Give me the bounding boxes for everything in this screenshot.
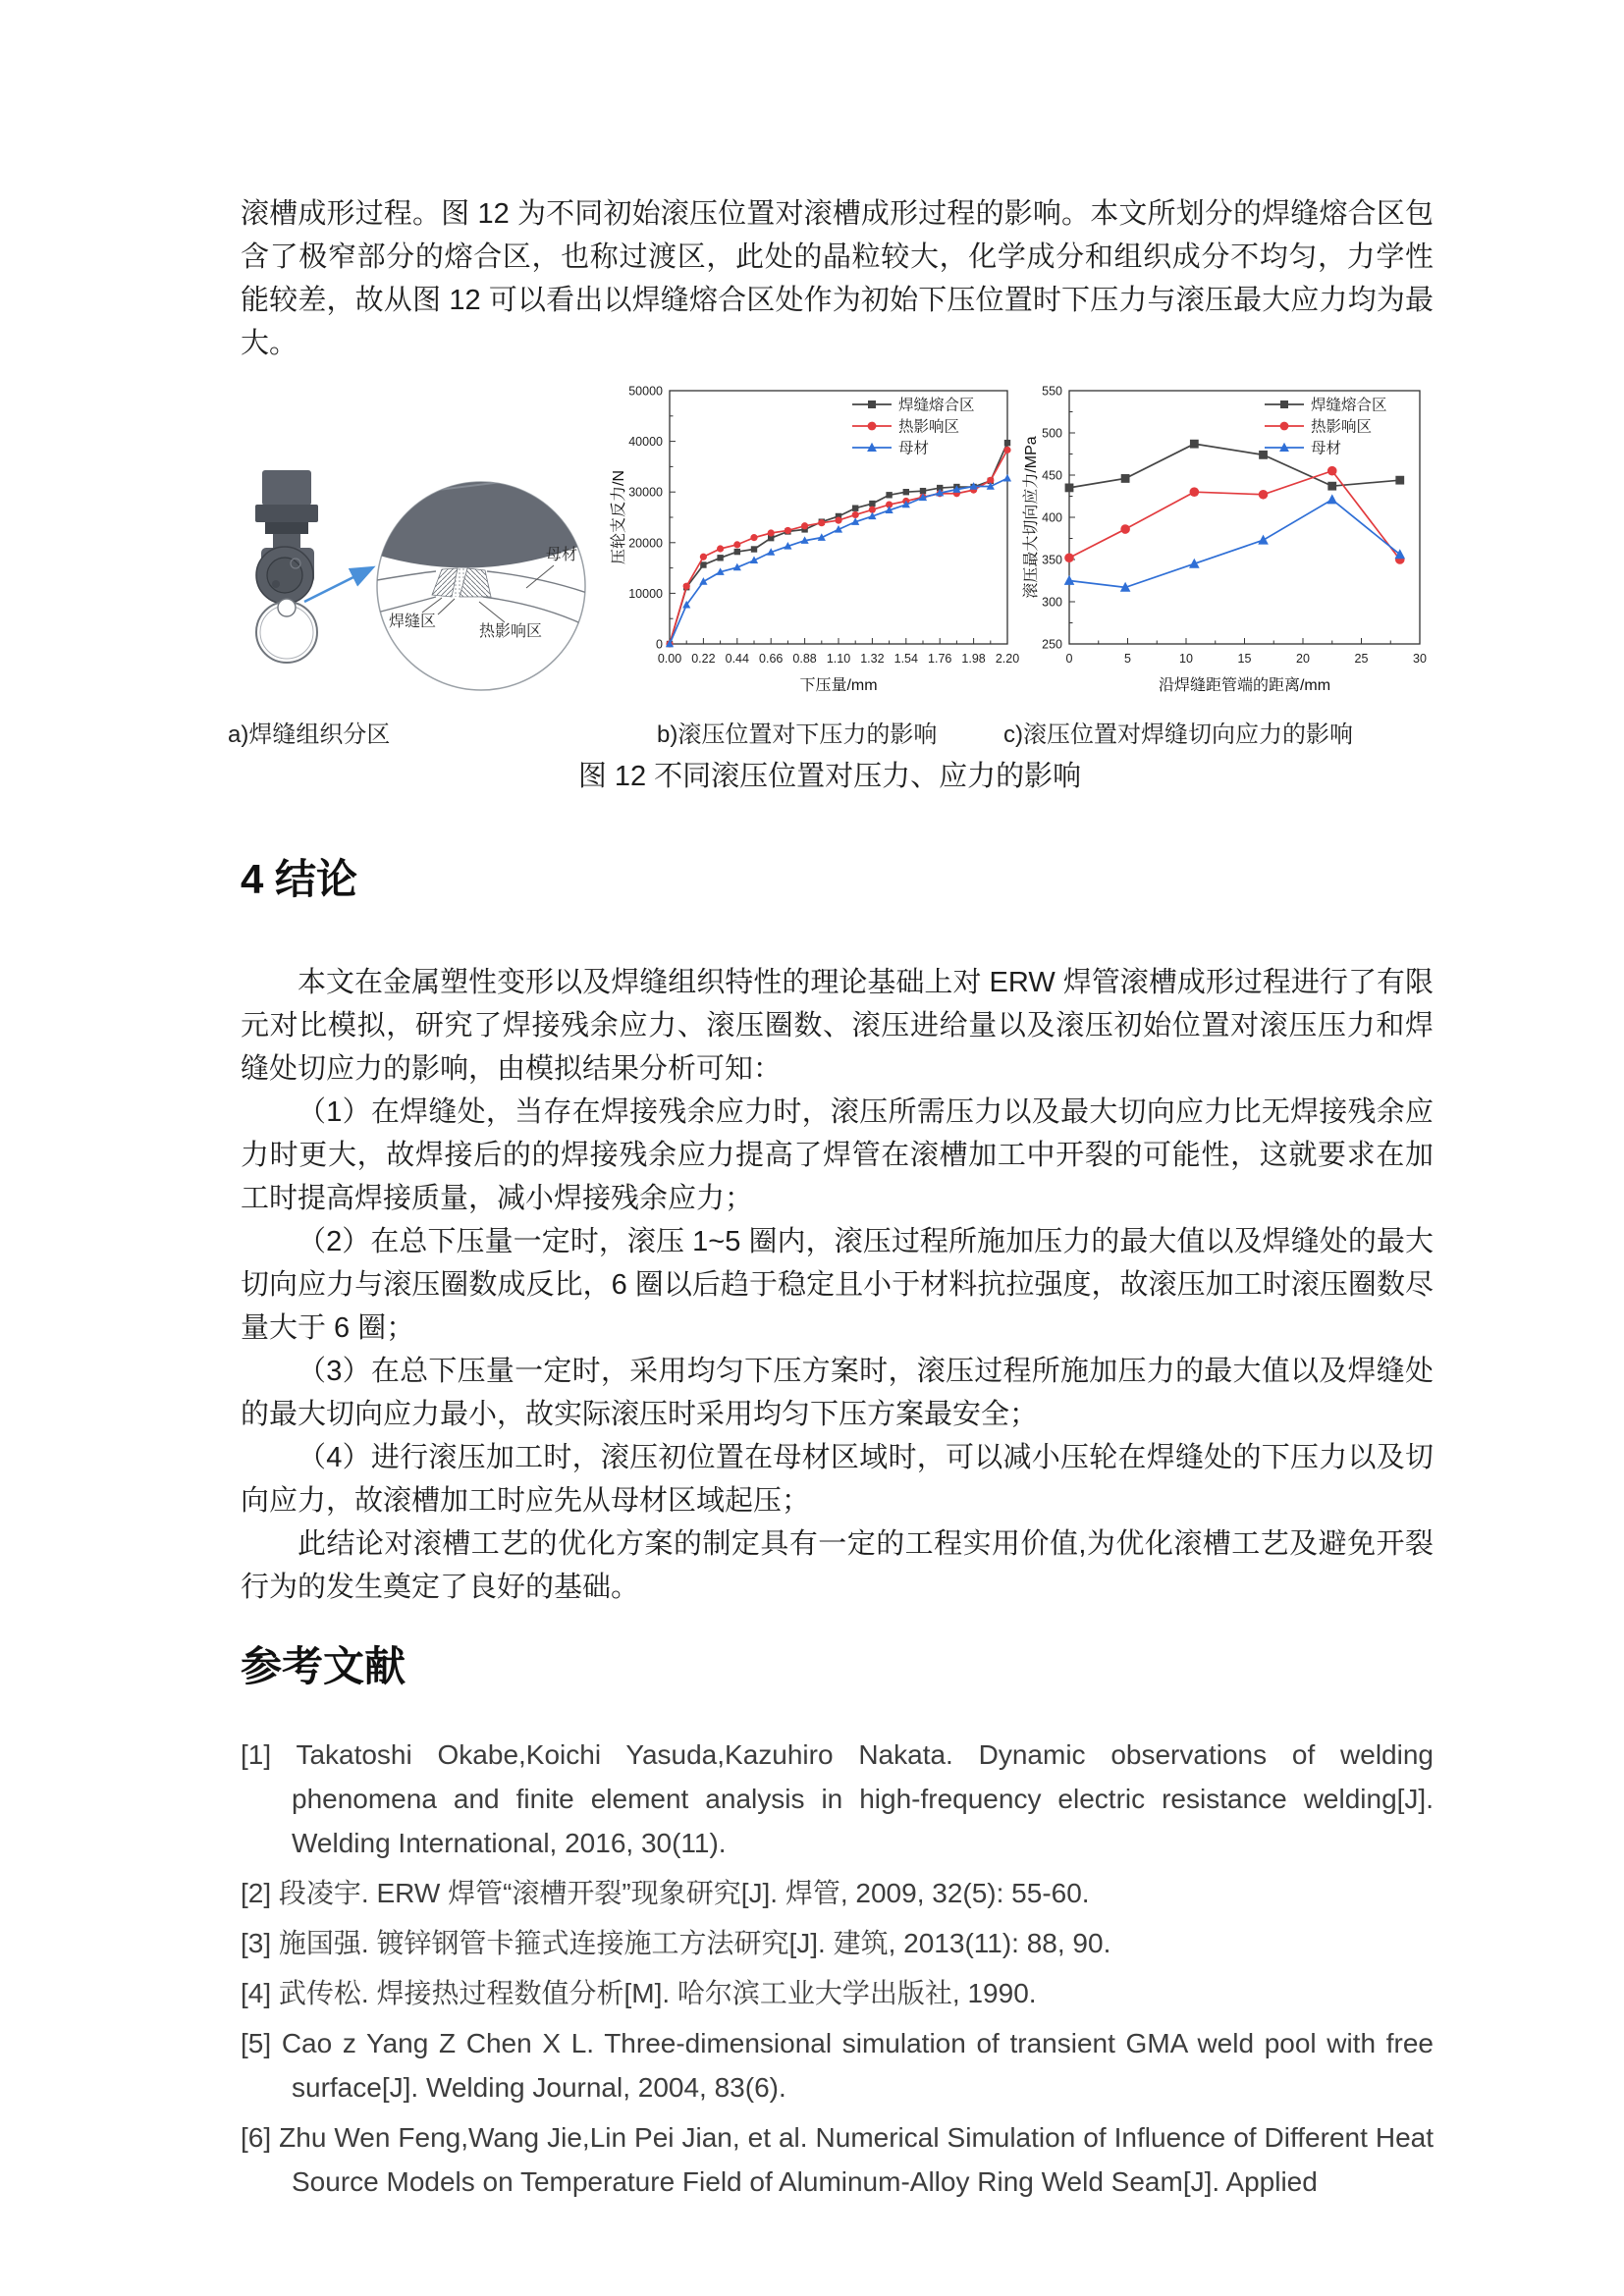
figure-12 bbox=[226, 379, 1434, 794]
caption-panel-c: c)滚压位置对焊缝切向应力的影响 bbox=[1003, 721, 1353, 748]
conclusion-paragraph-intro: 本文在金属塑性变形以及焊缝组织特性的理论基础上对 ERW 焊管滚槽成形过程进行了有限元对比模拟，研究了焊接残余应力、滚压圈数、滚压进给量以及滚压初始位置对滚压压力和焊缝处切应力的影响，由模拟结果分析可知： bbox=[241, 967, 1434, 1085]
svg-text:0: 0 bbox=[656, 637, 663, 652]
pipe-ring bbox=[256, 599, 317, 663]
reference-number: [5] bbox=[241, 2028, 272, 2058]
svg-text:0.44: 0.44 bbox=[725, 652, 749, 666]
svg-text:1.76: 1.76 bbox=[928, 652, 952, 666]
svg-text:40000: 40000 bbox=[628, 435, 663, 450]
svg-text:2.20: 2.20 bbox=[995, 652, 1020, 666]
reference-item-6 bbox=[241, 2115, 1434, 2204]
reference-text: Zhu Wen Feng,Wang Jie,Lin Pei Jian, et al. Numerical Simulation of Influence of Different Heat Source Models on Temperature Field of Aluminum-Alloy Ring Weld Seam[J]. Applied bbox=[279, 2122, 1435, 2197]
svg-text:300: 300 bbox=[1042, 595, 1062, 610]
svg-text:10000: 10000 bbox=[628, 586, 663, 601]
conclusion-paragraph-closing: 此结论对滚槽工艺的优化方案的制定具有一定的工程实用价值,为优化滚槽工艺及避免开裂行为的发生奠定了良好的基础。 bbox=[241, 1528, 1434, 1603]
svg-text:1.54: 1.54 bbox=[893, 652, 918, 666]
svg-text:沿焊缝距管端的距离/mm: 沿焊缝距管端的距离/mm bbox=[1158, 677, 1331, 694]
references-heading: 参考文献 bbox=[241, 1643, 406, 1689]
svg-text:滚压最大切向应力/MPa: 滚压最大切向应力/MPa bbox=[1023, 436, 1040, 599]
svg-text:25: 25 bbox=[1354, 652, 1369, 666]
conclusion-paragraph-4: （4）进行滚压加工时，滚压初位置在母材区域时，可以减小压轮在焊缝处的下压力以及切向应力，故滚槽加工时应先从母材区域起压； bbox=[241, 1442, 1434, 1517]
reference-text: 施国强. 镀锌钢管卡箍式连接施工方法研究[J]. 建筑, 2013(11): 88, 90. bbox=[278, 1928, 1111, 1958]
svg-text:1.10: 1.10 bbox=[826, 652, 851, 666]
figure-subcaptions bbox=[226, 715, 1434, 746]
figure-panel-a-weld-structure-diagram bbox=[226, 379, 609, 703]
conclusion-section bbox=[241, 961, 1434, 1609]
svg-text:1.32: 1.32 bbox=[860, 652, 885, 666]
svg-text:下压量/mm: 下压量/mm bbox=[799, 677, 878, 694]
svg-text:压轮支反力/N: 压轮支反力/N bbox=[611, 469, 627, 565]
svg-text:5: 5 bbox=[1124, 652, 1131, 666]
caption-panel-a: a)焊缝组织分区 bbox=[228, 721, 391, 748]
svg-text:50000: 50000 bbox=[628, 384, 663, 399]
svg-text:450: 450 bbox=[1042, 468, 1062, 483]
svg-text:10: 10 bbox=[1179, 652, 1193, 666]
conclusion-heading: 4 结论 bbox=[241, 856, 358, 902]
svg-text:250: 250 bbox=[1042, 637, 1062, 652]
reference-number: [2] bbox=[241, 1878, 272, 1908]
references-list bbox=[241, 1733, 1434, 2204]
reference-text: Cao z Yang Z Chen X L. Three-dimensional simulation of transient GMA weld pool with free surface[J]. Welding Journal, 2004, 83(6). bbox=[281, 2028, 1434, 2103]
reference-item-1 bbox=[241, 1733, 1434, 1865]
svg-text:400: 400 bbox=[1042, 510, 1062, 525]
zoom-arrow bbox=[304, 568, 371, 602]
conclusion-paragraph-3: （3）在总下压量一定时，采用均匀下压方案时，滚压过程所施加压力的最大值以及焊缝处的最大切向应力最小，故实际滚压时采用均匀下压方案最安全； bbox=[241, 1356, 1434, 1430]
svg-text:350: 350 bbox=[1042, 553, 1062, 567]
magnified-weld-view bbox=[373, 425, 591, 690]
figure-row bbox=[226, 379, 1434, 705]
label-base-material: 母材 bbox=[546, 547, 578, 563]
reference-number: [1] bbox=[241, 1739, 272, 1770]
svg-text:500: 500 bbox=[1042, 426, 1062, 441]
conclusion-paragraph-1: （1）在焊缝处，当存在焊接残余应力时，滚压所需压力以及最大切向应力比无焊接残余应力时更大，故焊接后的的焊接残余应力提高了焊管在滚槽加工中开裂的可能性，这就要求在加工时提高焊接质量，减小焊接残余应力； bbox=[241, 1096, 1434, 1214]
svg-text:焊缝熔合区: 焊缝熔合区 bbox=[1311, 397, 1387, 414]
caption-panel-b: b)滚压位置对下压力的影响 bbox=[657, 721, 938, 748]
svg-text:1.98: 1.98 bbox=[961, 652, 986, 666]
svg-text:30000: 30000 bbox=[628, 485, 663, 500]
reference-number: [4] bbox=[241, 1978, 272, 2008]
svg-text:母材: 母材 bbox=[898, 440, 930, 457]
reference-item-3 bbox=[241, 1921, 1434, 1965]
label-weld-zone: 焊缝区 bbox=[389, 614, 437, 630]
reference-item-2 bbox=[241, 1871, 1434, 1915]
figure-title: 图 12 不同滚压位置对压力、应力的影响 bbox=[577, 761, 1082, 792]
reference-text: 武传松. 焊接热过程数值分析[M]. 哈尔滨工业大学出版社, 1990. bbox=[278, 1978, 1037, 2008]
label-haz: 热影响区 bbox=[479, 623, 543, 640]
reference-text: Takatoshi Okabe,Koichi Yasuda,Kazuhiro Nakata. Dynamic observations of welding phenomena and finite element analysis in high-frequency electric resistance welding[J]. Welding International, 2016, 30(11). bbox=[292, 1739, 1434, 1858]
chart-max-tangential-stress bbox=[1021, 379, 1434, 703]
svg-text:母材: 母材 bbox=[1311, 440, 1342, 457]
reference-number: [3] bbox=[241, 1928, 272, 1958]
weld-structure-svg bbox=[226, 379, 609, 703]
intro-paragraph: 滚槽成形过程。图 12 为不同初始滚压位置对滚槽成形过程的影响。本文所划分的焊缝熔合区包含了极窄部分的熔合区，也称过渡区，此处的晶粒较大，化学成分和组织成分不均匀，力学性能较差，故从图 12 可以看出以焊缝熔合区处作为初始下压位置时下压力与滚压最大应力均为最大。 bbox=[241, 198, 1434, 359]
svg-text:0: 0 bbox=[1065, 652, 1073, 666]
reference-text: 段凌宇. ERW 焊管“滚槽开裂”现象研究[J]. 焊管, 2009, 32(5): 55-60. bbox=[278, 1878, 1090, 1908]
svg-text:热影响区: 热影响区 bbox=[1311, 418, 1373, 436]
svg-text:20: 20 bbox=[1296, 652, 1310, 666]
svg-text:15: 15 bbox=[1237, 652, 1252, 666]
chart-roller-support-force bbox=[609, 379, 1021, 703]
svg-text:20000: 20000 bbox=[628, 536, 663, 551]
svg-text:0.22: 0.22 bbox=[691, 652, 716, 666]
svg-text:0.88: 0.88 bbox=[792, 652, 817, 666]
svg-text:热影响区: 热影响区 bbox=[898, 418, 960, 436]
conclusion-paragraph-2: （2）在总下压量一定时，滚压 1~5 圈内，滚压过程所施加压力的最大值以及焊缝处的最大切向应力与滚压圈数成反比，6 圈以后趋于稳定且小于材料抗拉强度，故滚压加工时滚压圈数尽量大于 6 圈； bbox=[241, 1226, 1434, 1344]
svg-text:焊缝熔合区: 焊缝熔合区 bbox=[898, 397, 975, 414]
roller-tool-3d bbox=[255, 470, 318, 604]
reference-item-5 bbox=[241, 2021, 1434, 2109]
svg-text:0.00: 0.00 bbox=[657, 652, 682, 666]
reference-item-4 bbox=[241, 1971, 1434, 2015]
svg-text:30: 30 bbox=[1413, 652, 1427, 666]
svg-text:550: 550 bbox=[1042, 384, 1062, 399]
svg-text:0.66: 0.66 bbox=[759, 652, 784, 666]
reference-number: [6] bbox=[241, 2122, 272, 2153]
